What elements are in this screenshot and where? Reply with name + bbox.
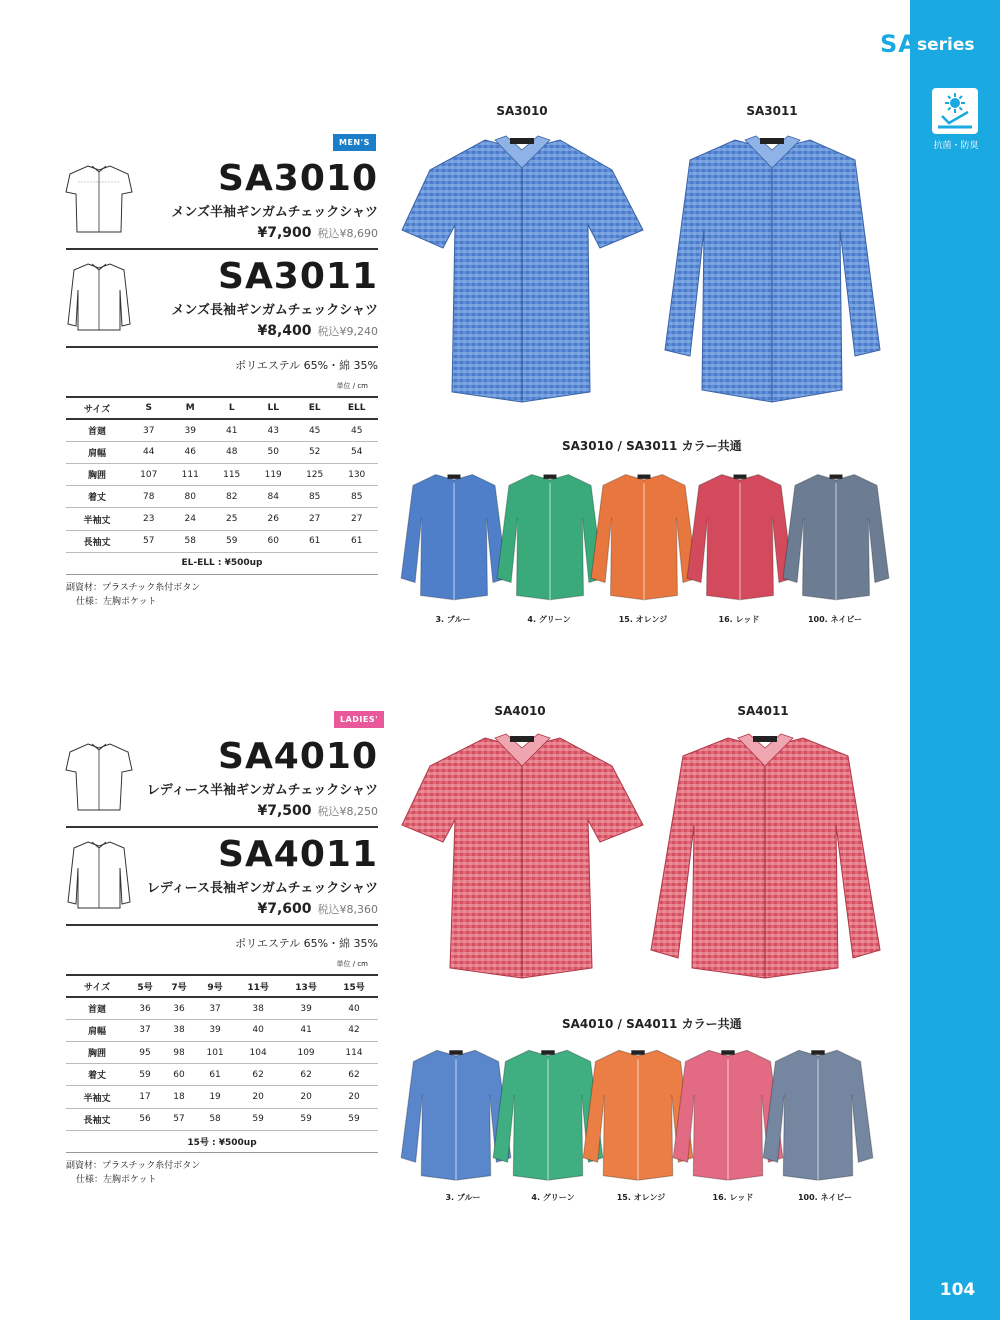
table-row [66, 1086, 378, 1108]
photo-label: SA3010 [496, 104, 548, 118]
cell: 84 [252, 486, 293, 508]
cell: 20 [282, 1086, 330, 1108]
cell: 39 [169, 419, 210, 441]
divider [66, 346, 378, 348]
table-row [66, 441, 378, 463]
header-cell: M [169, 397, 210, 419]
photo-label: SA4010 [494, 704, 546, 718]
row-label: 着丈 [66, 486, 128, 508]
header-cell: 5号 [128, 975, 162, 997]
cell: 20 [234, 1086, 282, 1108]
ladies-tag: LADIES' [334, 711, 384, 728]
cell: 40 [234, 1019, 282, 1041]
price [257, 898, 378, 917]
header-cell: サイズ [66, 397, 128, 419]
cell: 25 [211, 508, 252, 530]
cell: 52 [294, 441, 335, 463]
product-name: メンズ長袖ギンガムチェックシャツ [171, 303, 378, 318]
price [257, 320, 378, 339]
header-cell: LL [252, 397, 293, 419]
header-cell: EL [294, 397, 335, 419]
cell: 62 [282, 1064, 330, 1086]
cell: 58 [196, 1108, 234, 1130]
header-cell: 11号 [234, 975, 282, 997]
cell: 27 [335, 508, 378, 530]
table-row [66, 486, 378, 508]
header-cell: 9号 [196, 975, 234, 997]
size-table-header [66, 975, 378, 997]
header-cell: S [128, 397, 169, 419]
cell: 41 [282, 1019, 330, 1041]
model-number: SA4010 [218, 736, 378, 777]
badge-label: 抗菌・防臭 [933, 141, 979, 151]
cell: 111 [169, 464, 210, 486]
divider [66, 248, 378, 250]
cell: 119 [252, 464, 293, 486]
cell: 44 [128, 441, 169, 463]
cell: 56 [128, 1108, 162, 1130]
table-row [66, 508, 378, 530]
cell: 37 [128, 419, 169, 441]
row-label: 首廻 [66, 419, 128, 441]
spec-feature: 仕様：左胸ポケット [76, 1175, 157, 1185]
header-cell: 7号 [162, 975, 196, 997]
table-row [66, 530, 378, 552]
row-label: 半袖丈 [66, 1086, 128, 1108]
header-cell: L [211, 397, 252, 419]
row-label: 肩幅 [66, 441, 128, 463]
short-sleeve-shirt-flat-icon [64, 740, 134, 812]
table-row [66, 1042, 378, 1064]
series-prefix: SA [880, 30, 918, 58]
spec-notes [66, 1159, 200, 1187]
cell: 27 [294, 508, 335, 530]
cell: 48 [211, 441, 252, 463]
price-tax: 税込¥8,690 [317, 227, 378, 240]
cell: 115 [211, 464, 252, 486]
color-label: 3. ブルー [435, 615, 471, 624]
cell: 57 [128, 530, 169, 552]
cell: 85 [335, 486, 378, 508]
cell: 95 [128, 1042, 162, 1064]
cell: 45 [335, 419, 378, 441]
table-row [66, 419, 378, 441]
color-label: 15. オレンジ [616, 1193, 666, 1202]
cell: 59 [128, 1064, 162, 1086]
cell: 42 [330, 1019, 378, 1041]
photo-label: SA4011 [737, 704, 789, 718]
table-row [66, 1019, 378, 1041]
cell: 26 [252, 508, 293, 530]
color-label: 100. ネイビー [797, 1193, 853, 1202]
color-label: 100. ネイビー [807, 615, 863, 624]
cell: 59 [234, 1108, 282, 1130]
unit-label: 単位 / cm [336, 382, 368, 390]
row-label: 長袖丈 [66, 530, 128, 552]
spec-material: 副資材：プラスチック糸付ボタン [66, 583, 201, 593]
cell: 20 [330, 1086, 378, 1108]
color-variant-shirt [400, 464, 508, 606]
header-cell: 15号 [330, 975, 378, 997]
cell: 54 [335, 441, 378, 463]
header-cell: サイズ [66, 975, 128, 997]
header-cell: ELL [335, 397, 378, 419]
cell: 39 [282, 997, 330, 1019]
spec-material: 副資材：プラスチック糸付ボタン [66, 1161, 201, 1171]
series-sidebar [910, 0, 1000, 1320]
cell: 46 [169, 441, 210, 463]
table-note-row [66, 1130, 378, 1152]
product-name: レディース半袖ギンガムチェックシャツ [146, 783, 378, 798]
price-tax: 税込¥8,360 [317, 903, 378, 916]
material: ポリエステル 65%・綿 35% [235, 937, 378, 950]
price-base: ¥8,400 [257, 323, 312, 339]
color-variant-shirt [782, 464, 890, 606]
cell: 39 [196, 1019, 234, 1041]
cell: 58 [169, 530, 210, 552]
long-sleeve-shirt-flat-icon [64, 260, 134, 332]
cell: 59 [330, 1108, 378, 1130]
color-common-label: SA3010 / SA3011 カラー共通 [562, 439, 742, 453]
model-number: SA3011 [218, 256, 378, 297]
cell: 41 [211, 419, 252, 441]
cell: 59 [211, 530, 252, 552]
cell: 24 [169, 508, 210, 530]
cell: 61 [294, 530, 335, 552]
size-table [66, 396, 378, 575]
cell: 38 [162, 1019, 196, 1041]
cell: 130 [335, 464, 378, 486]
divider [66, 826, 378, 828]
cell: 60 [162, 1064, 196, 1086]
size-table [66, 974, 378, 1153]
antibacterial-badge-icon [932, 88, 978, 134]
cell: 43 [252, 419, 293, 441]
spec-feature: 仕様：左胸ポケット [76, 597, 157, 607]
cell: 60 [252, 530, 293, 552]
series-suffix: series [917, 35, 975, 55]
table-note: EL-ELL : ¥500up [66, 552, 378, 574]
row-label: 着丈 [66, 1064, 128, 1086]
cell: 62 [234, 1064, 282, 1086]
cell: 82 [211, 486, 252, 508]
table-row [66, 1108, 378, 1130]
row-label: 長袖丈 [66, 1108, 128, 1130]
color-label: 4. グリーン [527, 615, 571, 624]
cell: 18 [162, 1086, 196, 1108]
table-note-row [66, 552, 378, 574]
color-variant-shirt [496, 464, 604, 606]
unit-label: 単位 / cm [336, 960, 368, 968]
cell: 114 [330, 1042, 378, 1064]
header-cell: 13号 [282, 975, 330, 997]
product-name: メンズ半袖ギンガムチェックシャツ [171, 205, 378, 220]
model-number: SA3010 [218, 158, 378, 199]
price-tax: 税込¥8,250 [317, 805, 378, 818]
shirt-photo-short-sleeve [400, 130, 645, 405]
size-table-header [66, 397, 378, 419]
cell: 101 [196, 1042, 234, 1064]
cell: 57 [162, 1108, 196, 1130]
long-sleeve-shirt-flat-icon [64, 838, 134, 910]
row-label: 胸囲 [66, 1042, 128, 1064]
color-variant-shirt [590, 464, 698, 606]
cell: 78 [128, 486, 169, 508]
cell: 62 [330, 1064, 378, 1086]
row-label: 肩幅 [66, 1019, 128, 1041]
table-row [66, 1064, 378, 1086]
color-common-label: SA4010 / SA4011 カラー共通 [562, 1017, 742, 1031]
color-label: 16. レッド [718, 615, 760, 624]
color-variant-shirt [686, 464, 794, 606]
cell: 85 [294, 486, 335, 508]
row-label: 胸囲 [66, 464, 128, 486]
table-note: 15号 : ¥500up [66, 1130, 378, 1152]
shirt-photo-short-sleeve [400, 730, 645, 980]
row-label: 半袖丈 [66, 508, 128, 530]
price-base: ¥7,600 [257, 901, 312, 917]
shirt-photo-long-sleeve [648, 730, 883, 980]
cell: 107 [128, 464, 169, 486]
table-row [66, 464, 378, 486]
price [257, 222, 378, 241]
cell: 80 [169, 486, 210, 508]
color-label: 15. オレンジ [618, 615, 668, 624]
cell: 61 [196, 1064, 234, 1086]
price [257, 800, 378, 819]
cell: 36 [128, 997, 162, 1019]
mens-tag: MEN'S [333, 134, 376, 151]
cell: 23 [128, 508, 169, 530]
color-label: 4. グリーン [531, 1193, 575, 1202]
shirt-photo-long-sleeve [660, 130, 885, 405]
price-tax: 税込¥9,240 [317, 325, 378, 338]
spec-notes [66, 581, 200, 609]
cell: 109 [282, 1042, 330, 1064]
price-base: ¥7,500 [257, 803, 312, 819]
cell: 45 [294, 419, 335, 441]
cell: 38 [234, 997, 282, 1019]
color-label: 3. ブルー [445, 1193, 481, 1202]
model-number: SA4011 [218, 834, 378, 875]
cell: 37 [128, 1019, 162, 1041]
cell: 104 [234, 1042, 282, 1064]
cell: 61 [335, 530, 378, 552]
page-number: 104 [939, 1280, 976, 1300]
short-sleeve-shirt-flat-icon [64, 162, 134, 234]
divider [66, 924, 378, 926]
material: ポリエステル 65%・綿 35% [235, 359, 378, 372]
cell: 40 [330, 997, 378, 1019]
table-row [66, 997, 378, 1019]
cell: 17 [128, 1086, 162, 1108]
cell: 50 [252, 441, 293, 463]
row-label: 首廻 [66, 997, 128, 1019]
cell: 36 [162, 997, 196, 1019]
cell: 37 [196, 997, 234, 1019]
cell: 19 [196, 1086, 234, 1108]
product-name: レディース長袖ギンガムチェックシャツ [146, 881, 378, 896]
photo-label: SA3011 [746, 104, 798, 118]
cell: 59 [282, 1108, 330, 1130]
cell: 125 [294, 464, 335, 486]
color-variant-shirt [762, 1042, 874, 1184]
price-base: ¥7,900 [257, 225, 312, 241]
cell: 98 [162, 1042, 196, 1064]
color-label: 16. レッド [712, 1193, 754, 1202]
